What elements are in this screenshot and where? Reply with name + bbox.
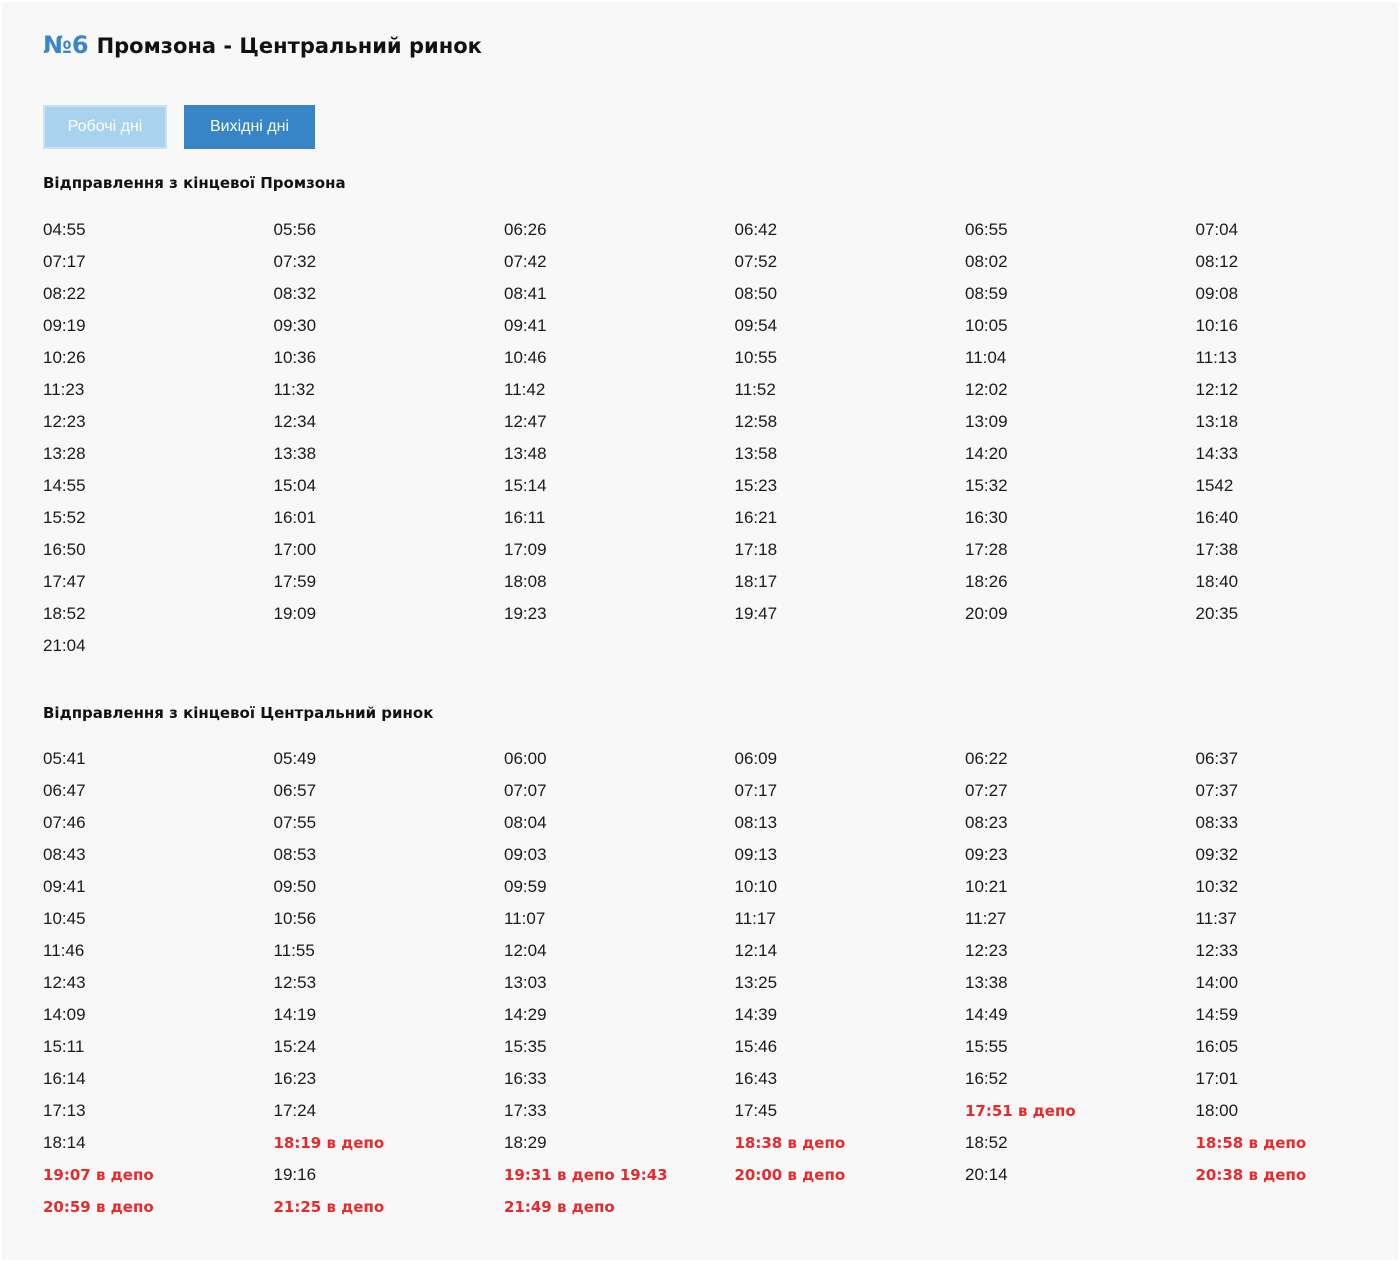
depot-departure-time: 20:38 в депо	[1195, 1166, 1307, 1184]
departure-time: 09:23	[965, 845, 1008, 864]
departure-time: 14:39	[734, 1005, 778, 1024]
departure-time: 10:45	[43, 909, 86, 928]
departure-time: 06:57	[273, 781, 317, 800]
departure-time: 19:23	[504, 604, 547, 623]
departure-time: 11:23	[43, 380, 85, 399]
departure-time: 16:11	[504, 508, 546, 527]
departure-time: 07:17	[43, 252, 86, 271]
departure-time: 08:50	[734, 284, 778, 303]
departure-time: 10:46	[504, 348, 547, 367]
departure-time: 17:28	[965, 540, 1008, 559]
departure-time: 14:33	[1195, 444, 1239, 463]
departure-time: 16:43	[734, 1069, 778, 1088]
departure-time: 13:38	[965, 973, 1008, 992]
departure-time: 11:27	[965, 909, 1007, 928]
departure-time: 11:17	[734, 909, 776, 928]
departure-time: 17:59	[273, 572, 317, 591]
departure-time: 12:14	[734, 941, 778, 960]
departure-time: 18:17	[734, 572, 778, 591]
departure-time: 15:35	[504, 1037, 547, 1056]
departure-time: 14:09	[43, 1005, 86, 1024]
departure-time: 05:41	[43, 749, 86, 768]
departure-time: 18:40	[1195, 572, 1239, 591]
departure-time: 12:23	[965, 941, 1008, 960]
departure-time: 12:04	[504, 941, 547, 960]
departure-time: 12:23	[43, 412, 86, 431]
departure-time: 11:04	[965, 348, 1007, 367]
departure-time: 18:29	[504, 1133, 547, 1152]
departure-time: 07:42	[504, 252, 547, 271]
departure-time: 09:19	[43, 316, 86, 335]
departure-time: 17:24	[273, 1101, 317, 1120]
departure-time: 12:58	[734, 412, 778, 431]
departures-promzona-grid	[43, 214, 1400, 662]
departure-time: 11:37	[1195, 909, 1237, 928]
departure-time: 12:34	[273, 412, 317, 431]
departure-time: 11:32	[273, 380, 315, 399]
departure-time: 17:45	[734, 1101, 778, 1120]
departure-time: 19:16	[273, 1165, 317, 1184]
departure-time: 09:50	[273, 877, 317, 896]
departure-time: 09:08	[1195, 284, 1239, 303]
departure-time: 10:36	[273, 348, 317, 367]
departure-time: 13:25	[734, 973, 778, 992]
departure-time: 15:04	[273, 476, 317, 495]
departure-time: 06:00	[504, 749, 547, 768]
departure-time: 16:14	[43, 1069, 86, 1088]
departure-time: 17:47	[43, 572, 86, 591]
section-heading-central-market: Відправлення з кінцевої Центральний ринок	[43, 704, 434, 722]
departure-time: 14:29	[504, 1005, 547, 1024]
departure-time: 07:17	[734, 781, 778, 800]
departure-time: 18:26	[965, 572, 1008, 591]
depot-departure-time: 19:31 в депо 19:43	[504, 1166, 668, 1184]
departure-time: 16:30	[965, 508, 1008, 527]
departure-time: 15:55	[965, 1037, 1008, 1056]
departure-time: 07:32	[273, 252, 317, 271]
departure-time: 18:52	[965, 1133, 1008, 1152]
departure-time: 15:52	[43, 508, 86, 527]
departure-time: 13:28	[43, 444, 86, 463]
departure-time: 09:30	[273, 316, 317, 335]
tab-weekend[interactable]: Вихідні дні	[184, 105, 315, 149]
departure-time: 08:59	[965, 284, 1008, 303]
depot-departure-time: 21:49 в депо	[504, 1198, 615, 1216]
departure-time: 18:00	[1195, 1101, 1239, 1120]
departure-time: 08:04	[504, 813, 547, 832]
departure-time: 16:05	[1195, 1037, 1239, 1056]
departure-time: 20:35	[1195, 604, 1239, 623]
departure-time: 06:55	[965, 220, 1008, 239]
depot-departure-time: 18:38 в депо	[734, 1134, 846, 1152]
departure-time: 07:37	[1195, 781, 1239, 800]
departure-time: 16:33	[504, 1069, 547, 1088]
departure-time: 08:53	[273, 845, 317, 864]
route-number: №6	[43, 31, 89, 59]
departure-time: 11:13	[1195, 348, 1237, 367]
departure-time: 08:22	[43, 284, 86, 303]
departure-time: 13:48	[504, 444, 547, 463]
depot-departure-time: 17:51 в депо	[965, 1102, 1076, 1120]
departure-time: 10:32	[1195, 877, 1239, 896]
departure-time: 09:54	[734, 316, 778, 335]
departure-time: 11:46	[43, 941, 85, 960]
departure-time: 11:07	[504, 909, 546, 928]
departure-time: 10:55	[734, 348, 778, 367]
departure-time: 12:02	[965, 380, 1008, 399]
departure-time: 15:46	[734, 1037, 778, 1056]
schedule-page	[2, 2, 1398, 1260]
departure-time: 08:23	[965, 813, 1008, 832]
route-name: Промзона - Центральний ринок	[96, 34, 482, 58]
departure-time: 18:08	[504, 572, 547, 591]
departure-time: 20:14	[965, 1165, 1008, 1184]
departure-time: 06:22	[965, 749, 1008, 768]
departure-time: 07:52	[734, 252, 778, 271]
departure-time: 10:16	[1195, 316, 1239, 335]
departure-time: 20:09	[965, 604, 1008, 623]
departure-time: 17:33	[504, 1101, 547, 1120]
departure-time: 07:55	[273, 813, 317, 832]
departure-time: 08:33	[1195, 813, 1239, 832]
departure-time: 17:00	[273, 540, 317, 559]
section-heading-promzona: Відправлення з кінцевої Промзона	[43, 174, 346, 192]
departure-time: 08:32	[273, 284, 317, 303]
depot-departure-time: 18:19 в депо	[273, 1134, 385, 1152]
depot-departure-time: 20:59 в депо	[43, 1198, 154, 1216]
departure-time: 06:37	[1195, 749, 1239, 768]
departure-time: 05:49	[273, 749, 317, 768]
departure-time: 06:47	[43, 781, 86, 800]
departure-time: 14:55	[43, 476, 86, 495]
departure-time: 16:52	[965, 1069, 1008, 1088]
departure-time: 19:09	[273, 604, 317, 623]
depot-departure-time: 18:58 в депо	[1195, 1134, 1307, 1152]
departure-time: 17:18	[734, 540, 778, 559]
day-type-tabs	[43, 105, 315, 149]
departure-time: 16:50	[43, 540, 86, 559]
departure-time: 14:20	[965, 444, 1008, 463]
departure-time: 09:13	[734, 845, 778, 864]
departure-time: 13:18	[1195, 412, 1239, 431]
departure-time: 09:41	[504, 316, 547, 335]
departure-time: 16:21	[734, 508, 778, 527]
departure-time: 12:53	[273, 973, 317, 992]
departure-time: 17:01	[1195, 1069, 1239, 1088]
departure-time: 21:04	[43, 636, 86, 655]
depot-departure-time: 19:07 в депо	[43, 1166, 154, 1184]
departure-time: 07:07	[504, 781, 547, 800]
departure-time: 1542	[1195, 476, 1234, 495]
departure-time: 12:12	[1195, 380, 1239, 399]
departure-time: 08:02	[965, 252, 1008, 271]
departure-time: 10:56	[273, 909, 317, 928]
departure-time: 06:26	[504, 220, 547, 239]
departure-time: 15:24	[273, 1037, 317, 1056]
departure-time: 14:49	[965, 1005, 1008, 1024]
departure-time: 09:32	[1195, 845, 1239, 864]
departure-time: 13:38	[273, 444, 317, 463]
departure-time: 17:09	[504, 540, 547, 559]
departure-time: 08:13	[734, 813, 778, 832]
departure-time: 14:00	[1195, 973, 1239, 992]
departure-time: 13:58	[734, 444, 778, 463]
departure-time: 07:46	[43, 813, 86, 832]
departure-time: 10:21	[965, 877, 1008, 896]
departure-time: 08:12	[1195, 252, 1239, 271]
departure-time: 08:43	[43, 845, 86, 864]
departure-time: 07:27	[965, 781, 1008, 800]
departure-time: 12:33	[1195, 941, 1239, 960]
departure-time: 12:47	[504, 412, 547, 431]
departure-time: 16:01	[273, 508, 317, 527]
departure-time: 18:14	[43, 1133, 86, 1152]
tab-workdays[interactable]: Робочі дні	[43, 105, 167, 149]
departure-time: 11:55	[273, 941, 315, 960]
departure-time: 09:59	[504, 877, 547, 896]
departure-time: 09:03	[504, 845, 547, 864]
departure-time: 13:03	[504, 973, 547, 992]
departure-time: 14:19	[273, 1005, 317, 1024]
departure-time: 16:23	[273, 1069, 317, 1088]
departure-time: 12:43	[43, 973, 86, 992]
depot-departure-time: 21:25 в депо	[273, 1198, 385, 1216]
departure-time: 08:41	[504, 284, 547, 303]
departure-time: 13:09	[965, 412, 1008, 431]
departure-time: 15:11	[43, 1037, 85, 1056]
departure-time: 07:04	[1195, 220, 1239, 239]
departure-time: 16:40	[1195, 508, 1239, 527]
departure-time: 10:05	[965, 316, 1008, 335]
departure-time: 17:38	[1195, 540, 1239, 559]
departure-time: 10:10	[734, 877, 778, 896]
departure-time: 11:42	[504, 380, 546, 399]
departure-time: 15:23	[734, 476, 778, 495]
departure-time: 15:32	[965, 476, 1008, 495]
departure-time: 18:52	[43, 604, 86, 623]
departure-time: 06:09	[734, 749, 778, 768]
depot-departure-time: 20:00 в депо	[734, 1166, 846, 1184]
departure-time: 19:47	[734, 604, 778, 623]
departure-time: 06:42	[734, 220, 778, 239]
departure-time: 11:52	[734, 380, 776, 399]
departure-time: 15:14	[504, 476, 547, 495]
departures-central-market-grid	[43, 743, 1400, 1223]
departure-time: 05:56	[273, 220, 317, 239]
departure-time: 04:55	[43, 220, 86, 239]
departure-time: 10:26	[43, 348, 86, 367]
departure-time: 17:13	[43, 1101, 86, 1120]
page-title	[43, 30, 482, 61]
departure-time: 14:59	[1195, 1005, 1239, 1024]
departure-time: 09:41	[43, 877, 86, 896]
